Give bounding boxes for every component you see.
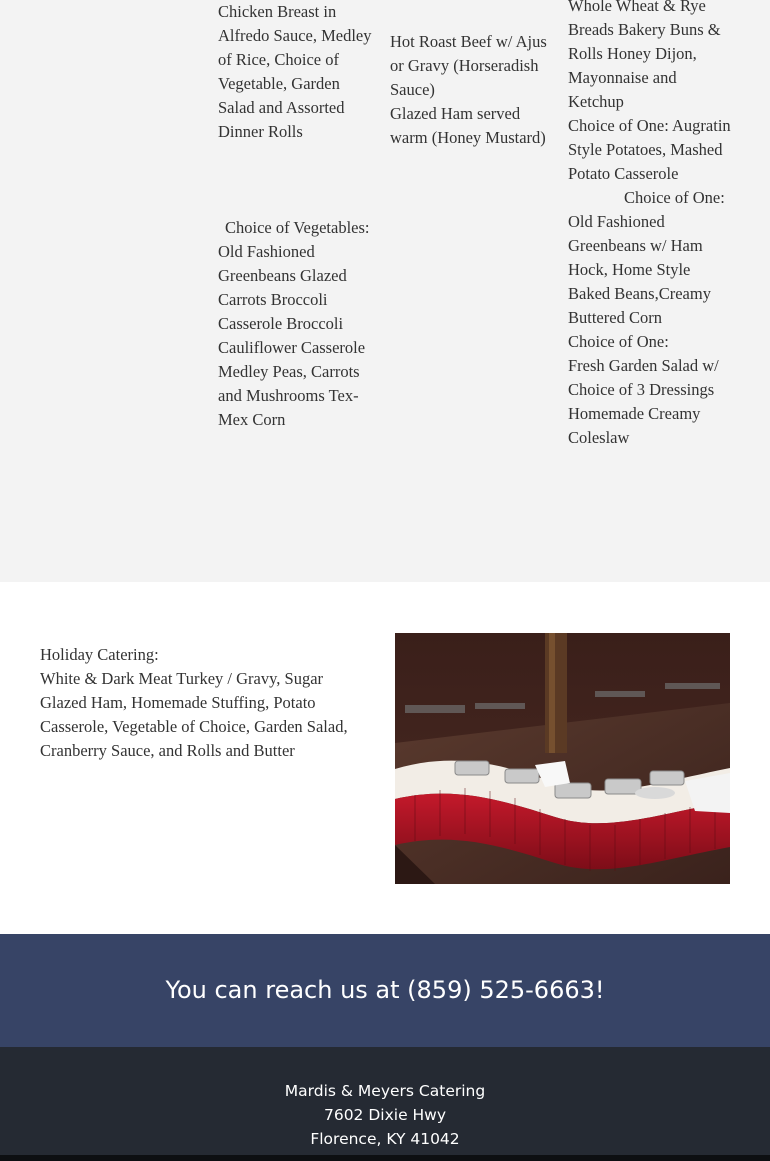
footer-bottom-bar	[0, 1155, 770, 1161]
contact-phone-text: You can reach us at (859) 525-6663!	[165, 976, 605, 1004]
holiday-section	[0, 582, 770, 934]
breads-description: Whole Wheat & Rye Breads Bakery Buns & Rolls Honey Dijon, Mayonnaise and Ketchup	[568, 0, 721, 111]
salad-description: Fresh Garden Salad w/ Choice of 3 Dressings Homemade Creamy Coleslaw	[568, 356, 719, 447]
roast-beef-description: Hot Roast Beef w/ Ajus or Gravy (Horseradish Sauce)	[390, 32, 547, 99]
sides-description: Choice of One: Old Fashioned Greenbeans w/ Ham Hock, Home Style Baked Beans,Creamy Buttered Corn	[568, 188, 725, 327]
footer-city-state-zip: Florence, KY 41042	[310, 1130, 460, 1148]
contact-banner	[0, 934, 770, 1047]
footer-street: 7602 Dixie Hwy	[323, 1106, 447, 1124]
salad-label: Choice of One:	[568, 332, 669, 351]
footer	[0, 1047, 770, 1155]
glazed-ham-description: Glazed Ham served warm (Honey Mustard)	[390, 104, 546, 147]
holiday-catering-block	[40, 643, 360, 763]
holiday-description: White & Dark Meat Turkey / Gravy, Sugar Glazed Ham, Homemade Stuffing, Potato Casserole, Vegetable of Choice, Garden Salad, Cranberry Sauce, and Rolls and Butter	[40, 669, 348, 760]
menu-column-1	[218, 0, 376, 432]
menu-column-3	[568, 0, 734, 450]
menu-column-2	[390, 30, 558, 150]
holiday-heading: Holiday Catering:	[40, 645, 159, 664]
entree-description: Chicken Breast in Alfredo Sauce, Medley of Rice, Choice of Vegetable, Garden Salad and Assorted Dinner Rolls	[218, 2, 372, 141]
vegetables-description: Choice of Vegetables: Old Fashioned Greenbeans Glazed Carrots Broccoli Casserole Broccoli Cauliflower Casserole Medley Peas, Carrots and Mushrooms Tex-Mex Corn	[218, 218, 370, 429]
buffet-photo	[395, 633, 730, 884]
footer-address	[0, 1079, 770, 1151]
potatoes-description: Choice of One: Augratin Style Potatoes, Mashed Potato Casserole	[568, 116, 731, 183]
footer-business-name: Mardis & Meyers Catering	[284, 1082, 486, 1100]
